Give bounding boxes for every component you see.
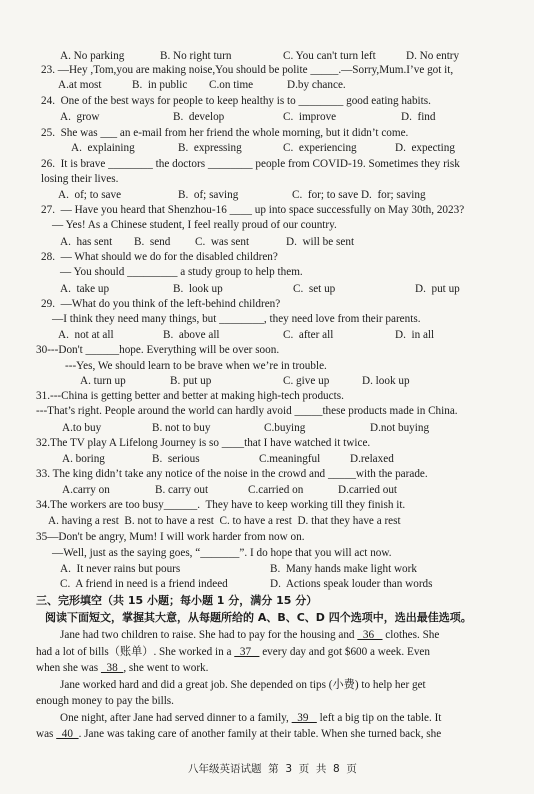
q29-reply: —I think they need many things, but ________, they need love from their parents. — [52, 313, 421, 325]
q32-option-a: A. boring — [62, 453, 105, 465]
q26-stem: 26. It is brave ________ the doctors ________ people from COVID-19. Sometimes they risk — [41, 158, 460, 170]
passage-line-5: enough money to pay the bills. — [36, 695, 174, 707]
q28-option-b: B. look up — [173, 283, 223, 295]
q29-stem: 29. —What do you think of the left-behind children? — [41, 298, 281, 310]
q31-option-a: A.to buy — [62, 422, 102, 434]
passage-line-1: Jane had two children to raise. She had to pay for the housing and 36 clothes. She — [60, 629, 440, 641]
blank-40: 40 — [56, 728, 79, 740]
q32-option-d: D.relaxed — [350, 453, 394, 465]
q29-option-c: C. after all — [283, 329, 334, 341]
q34-options: A. having a rest B. not to have a rest C. to have a rest D. that they have a rest — [48, 515, 401, 527]
q27-option-c: C. was sent — [195, 236, 250, 248]
q27-reply: — Yes! As a Chinese student, I feel really proud of our country. — [52, 219, 337, 231]
q22-option-c: C. You can't turn left — [283, 50, 376, 62]
q32-stem: 32.The TV play A Lifelong Journey is so ____that I have watched it twice. — [36, 437, 371, 449]
q30-option-c: C. give up — [283, 375, 330, 387]
passage-line-2: had a lot of bills（账单）. She worked in a 37 every day and got $600 a week. Even — [36, 646, 430, 658]
q28-option-d: D. put up — [415, 283, 460, 295]
q33-stem: 33. The king didn’t take any notice of the noise in the crowd and _____with the parade. — [36, 468, 428, 480]
blank-37: 37 — [234, 646, 260, 658]
q23-option-c: C.on time — [209, 79, 254, 91]
q25-option-c: C. experiencing — [283, 142, 357, 154]
q25-option-d: D. expecting — [395, 142, 455, 154]
passage-line-4: Jane worked hard and did a great job. She depended on tips (小费) to help her get — [60, 679, 426, 691]
q28-reply: — You should _________ a study group to help them. — [60, 266, 303, 278]
q32-option-c: C.meaningful — [259, 453, 321, 465]
q22-option-b: B. No right turn — [160, 50, 232, 62]
q23-option-a: A.at most — [58, 79, 102, 91]
q31-option-d: D.not buying — [370, 422, 430, 434]
q23-option-d: D.by chance. — [287, 79, 346, 91]
section-heading: 三、完形填空（共 15 小题；每小题 1 分，满分 15 分） — [36, 594, 318, 607]
q33-option-c: C.carried on — [248, 484, 304, 496]
q26-stem-cont: losing their lives. — [41, 173, 119, 185]
passage-line-3: when she was 38 , she went to work. — [36, 662, 209, 674]
q22-option-a: A. No parking — [60, 50, 125, 62]
q27-option-d: D. will be sent — [286, 236, 355, 248]
q33-option-b: B. carry out — [155, 484, 209, 496]
q28-option-a: A. take up — [60, 283, 110, 295]
q31-option-c: C.buying — [264, 422, 306, 434]
page-footer: 八年级英语试题 第 3 页 共 8 页 — [188, 763, 357, 775]
q30-reply: ---Yes, We should learn to be brave when we’re in trouble. — [65, 360, 327, 372]
q24-option-a: A. grow — [60, 111, 100, 123]
q26-option-cd: C. for; to save D. for; saving — [292, 189, 426, 201]
section-instruction: 阅读下面短文，掌握其大意，从每题所给的 A、B、C、D 四个选项中，选出最佳选项。 — [45, 611, 472, 624]
q25-option-b: B. expressing — [178, 142, 242, 154]
q24-option-d: D. find — [401, 111, 436, 123]
q30-stem: 30---Don't ______hope. Everything will be over soon. — [36, 344, 280, 356]
q25-option-a: A. explaining — [71, 142, 135, 154]
q31-stem: 31.---China is getting better and better at making high-tech products. — [36, 390, 344, 402]
q27-stem: 27. — Have you heard that Shenzhou-16 ____ up into space successfully on May 30th, 2023? — [41, 204, 465, 216]
q34-stem: 34.The workers are too busy______. They have to keep working till they finish it. — [36, 499, 406, 511]
q33-option-a: A.carry on — [62, 484, 110, 496]
blank-39: 39 — [291, 712, 317, 724]
passage-line-7: was 40 . Jane was taking care of another family at their table. When she turned back, she — [36, 728, 442, 740]
q35-reply: —Well, just as the saying goes, “_______”. I do hope that you will act now. — [52, 547, 392, 559]
q23-option-b: B. in public — [132, 79, 188, 91]
q24-stem: 24. One of the best ways for people to keep healthy is to ________ good eating habits. — [41, 95, 431, 107]
q29-option-d: D. in all — [395, 329, 435, 341]
q31-reply: ---That’s right. People around the world can hardly avoid _____these products made in China. — [36, 405, 458, 417]
q29-option-b: B. above all — [163, 329, 220, 341]
blank-38: 38 — [100, 662, 124, 674]
q29-option-a: A. not at all — [58, 329, 114, 341]
q22-option-d: D. No entry — [406, 50, 460, 62]
q25-stem: 25. She was ___ an e-mail from her friend the whole morning, but it didn’t come. — [41, 127, 409, 139]
q32-option-b: B. serious — [152, 453, 200, 465]
q31-option-b: B. not to buy — [152, 422, 211, 434]
blank-36: 36 — [357, 629, 383, 641]
q35-option-a: A. It never rains but pours — [60, 563, 181, 575]
q30-option-b: B. put up — [170, 375, 212, 387]
q35-stem: 35—Don't be angry, Mum! I will work harder from now on. — [36, 531, 305, 543]
q28-option-c: C. set up — [293, 283, 336, 295]
q26-option-b: B. of; saving — [178, 189, 239, 201]
q24-option-b: B. develop — [173, 111, 225, 123]
q23-stem: 23. —Hey ,Tom,you are making noise,You should be polite _____.—Sorry,Mum.I’ve got it, — [41, 64, 454, 76]
q35-option-d: D. Actions speak louder than words — [270, 578, 433, 590]
passage-line-6: One night, after Jane had served dinner to a family, 39 left a big tip on the table. It — [60, 712, 442, 724]
q35-option-c: C. A friend in need is a friend indeed — [60, 578, 228, 590]
q30-option-d: D. look up — [362, 375, 410, 387]
q30-option-a: A. turn up — [80, 375, 126, 387]
q27-option-a: A. has sent — [60, 236, 113, 248]
q27-option-b: B. send — [134, 236, 171, 248]
q28-stem: 28. — What should we do for the disabled children? — [41, 251, 278, 263]
q24-option-c: C. improve — [283, 111, 337, 123]
q35-option-b: B. Many hands make light work — [270, 563, 417, 575]
q33-option-d: D.carried out — [338, 484, 398, 496]
q26-option-a: A. of; to save — [58, 189, 122, 201]
